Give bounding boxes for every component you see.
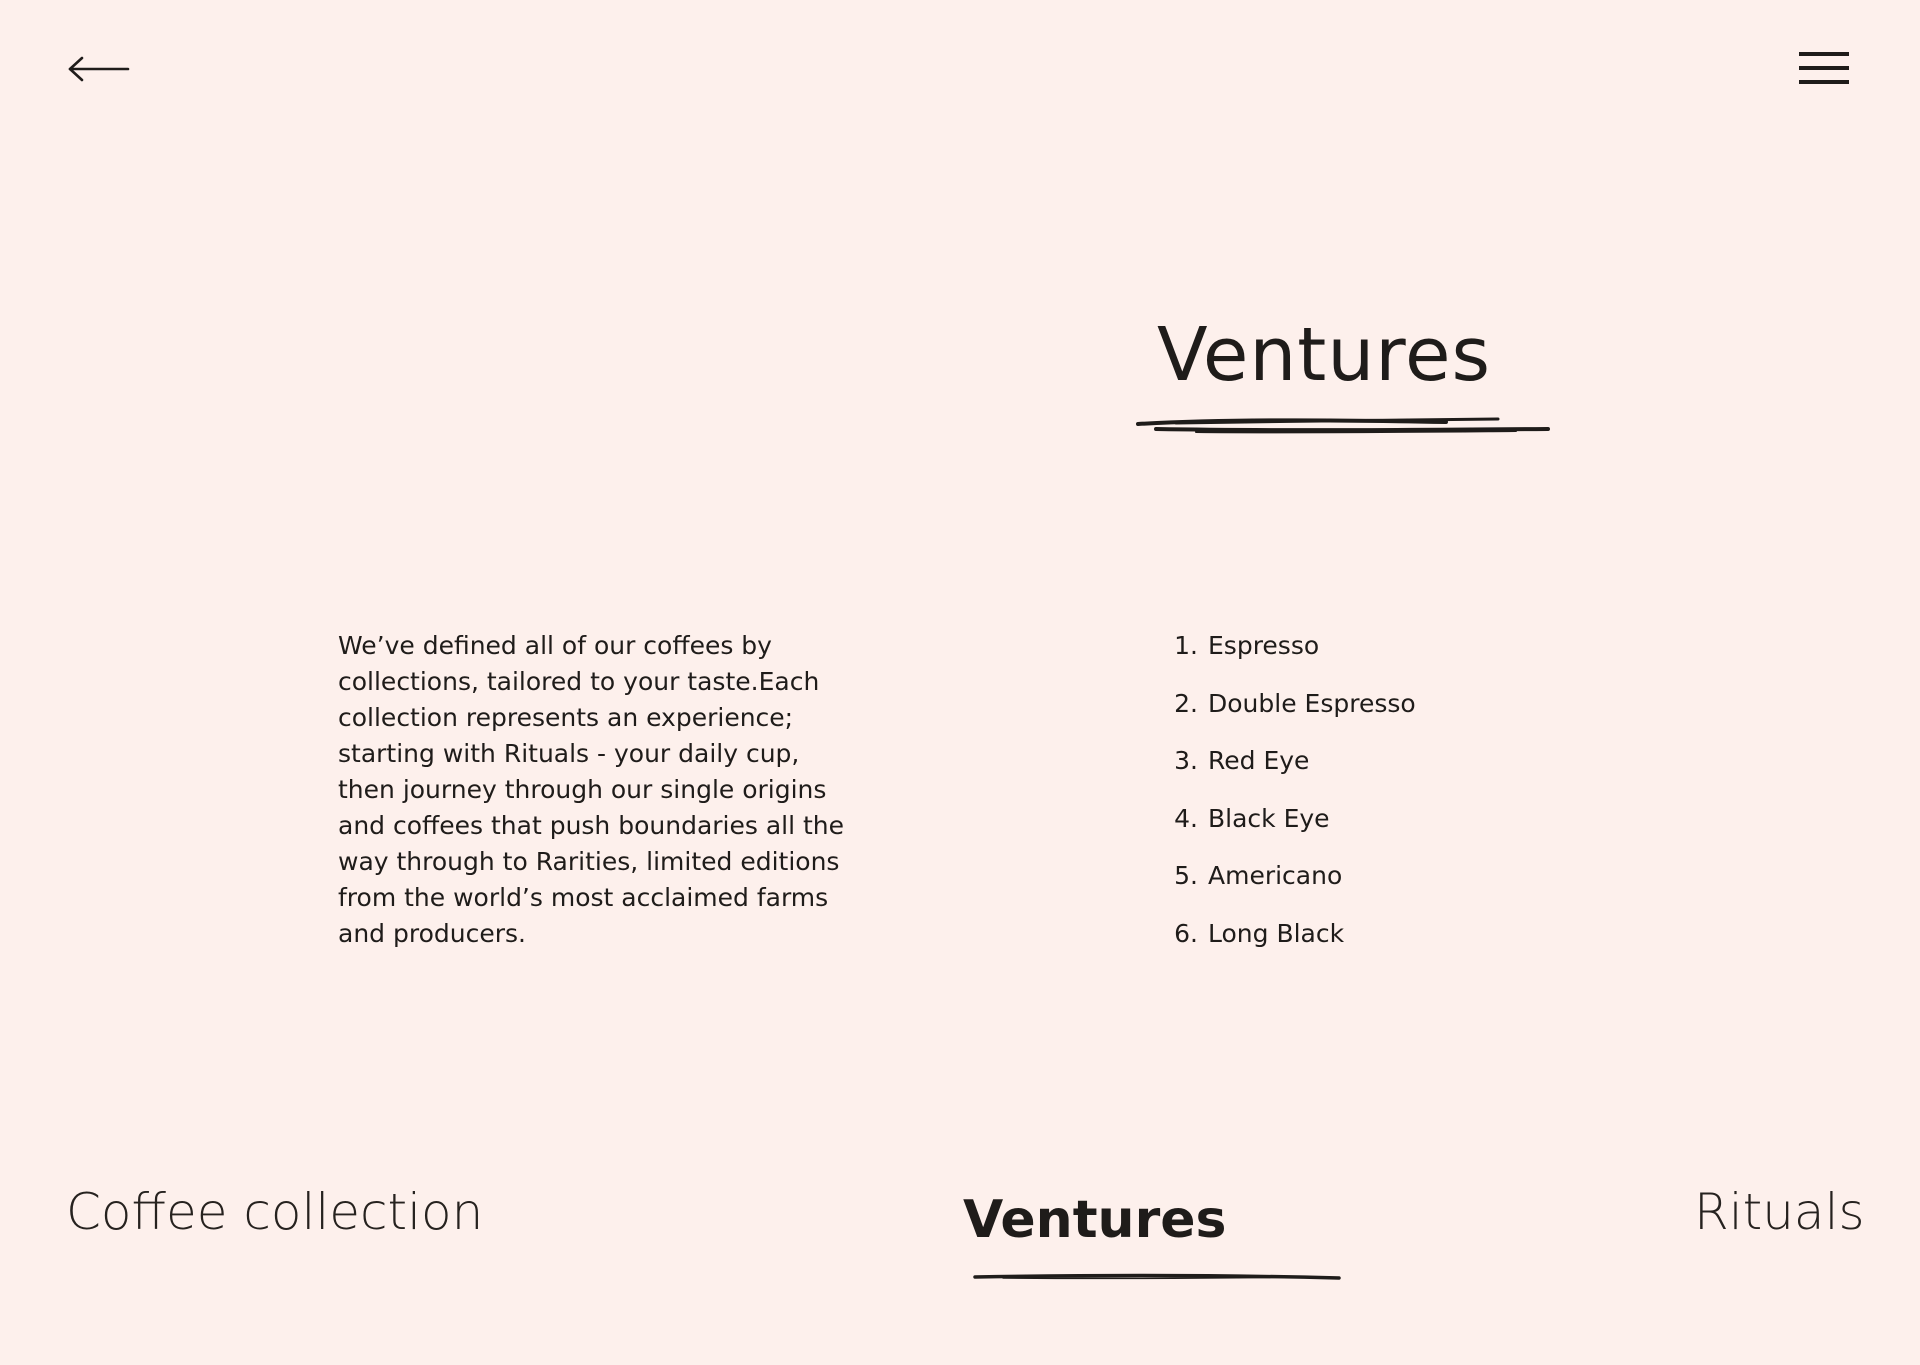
menu-button[interactable]: [1797, 50, 1851, 90]
list-item-label: Black Eye: [1208, 803, 1330, 833]
nav-link-rituals[interactable]: Rituals: [1694, 1183, 1865, 1241]
list-item[interactable]: [1160, 684, 1416, 742]
list-item-number: 4.: [1174, 803, 1198, 833]
list-item-label: Red Eye: [1208, 746, 1310, 775]
list-item-label: Double Espresso: [1208, 688, 1416, 718]
list-item[interactable]: [1160, 626, 1416, 684]
nav-link-ventures-active[interactable]: Ventures: [963, 1190, 1227, 1250]
list-item[interactable]: [1160, 799, 1416, 857]
list-item[interactable]: [1160, 741, 1416, 799]
back-button[interactable]: [66, 50, 130, 90]
list-item-number: 1.: [1174, 631, 1198, 660]
list-item-label: Espresso: [1208, 631, 1320, 660]
list-item[interactable]: [1160, 856, 1416, 914]
list-item-number: 6.: [1174, 918, 1198, 948]
nav-link-coffee-collection[interactable]: Coffee collection: [66, 1183, 484, 1241]
active-nav-underline: [973, 1270, 1343, 1284]
list-item-label: Long Black: [1208, 918, 1345, 948]
list-item-number: 5.: [1174, 861, 1198, 890]
list-item[interactable]: [1160, 914, 1416, 972]
list-item-label: Americano: [1208, 861, 1343, 890]
collection-description: We’ve defined all of our coffees by collections, tailored to your taste.Each collection represents an experience; starting with Rituals - your daily cup, then journey through our single origins and coffees that push boundaries all the way through to Rarities, limited editions from the world’s most acclaimed farms and producers.: [338, 631, 845, 948]
hamburger-menu-icon: [1797, 50, 1851, 90]
title-underline: [1136, 414, 1552, 442]
list-item-number: 3.: [1174, 746, 1198, 775]
arrow-left-icon: [66, 50, 130, 90]
list-item-number: 2.: [1174, 688, 1198, 718]
drink-list: [1160, 626, 1416, 971]
page-title: Ventures: [1157, 312, 1492, 398]
